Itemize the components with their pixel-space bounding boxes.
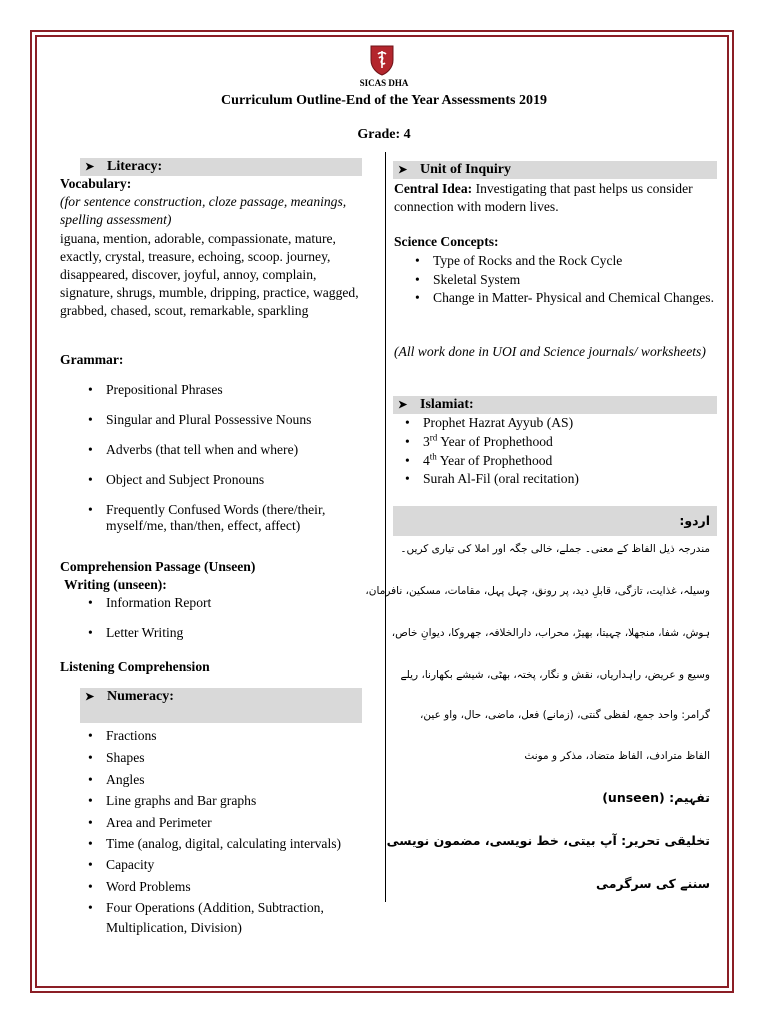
literacy-heading: ➤ Literacy: [80, 158, 362, 176]
central-idea-label: Central Idea: [394, 181, 473, 196]
school-name: SICAS DHA [359, 78, 409, 88]
list-item: • Skeletal System [407, 271, 717, 290]
listening-heading: Listening Comprehension [60, 659, 210, 674]
vocabulary-note: (for sentence construction, cloze passage, meanings, spelling assessment) [60, 194, 347, 228]
vocabulary-section [60, 175, 365, 321]
arrow-icon: ➤ [398, 399, 408, 411]
writing-heading: Writing (unseen): [64, 577, 167, 592]
list-item: • Information Report [80, 595, 365, 611]
urdu-line: مندرجہ ذیل الفاظ کے معنی۔ جملے، خالی جگہ اور املا کی تیاری کریں۔ [400, 543, 710, 555]
list-item: • Object and Subject Pronouns [80, 472, 365, 488]
list-item: • Word Problems [80, 876, 365, 898]
writing-list [80, 595, 365, 641]
urdu-line: تفہیم: (unseen) [602, 790, 710, 805]
list-item: • Angles [80, 769, 365, 791]
grade-label: Grade: 4 [357, 127, 411, 142]
urdu-line: سننے کی سرگرمی [596, 876, 710, 891]
school-logo-icon [369, 44, 395, 76]
urdu-line: الفاظ مترادف، الفاظ متضاد، مذکر و مونث [524, 750, 710, 762]
arrow-icon: ➤ [85, 161, 95, 173]
list-item: • Line graphs and Bar graphs [80, 790, 365, 812]
list-item: • Fractions [80, 725, 365, 747]
islamiat-list [397, 414, 717, 489]
list-item: • Area and Perimeter [80, 812, 365, 834]
list-item: • 4th Year of Prophethood [397, 452, 717, 471]
uoi-heading: ➤ Unit of Inquiry [393, 161, 717, 179]
urdu-line: وسیلہ، غذایت، تازگی، قابلِ دید، پر رونق، چہل پہل، مقامات، مسکین، نافرمان، [365, 585, 710, 597]
list-item: • Change in Matter- Physical and Chemical Changes. [407, 289, 717, 308]
list-item: • 3rd Year of Prophethood [397, 433, 717, 452]
urdu-line: تخلیقی تحریر: آپ بیتی، خط نویسی، مضمون نویسی [386, 833, 710, 848]
central-idea-text: Investigating that past helps us consider connection with modern lives. [394, 181, 693, 215]
list-item: • Type of Rocks and the Rock Cycle [407, 252, 717, 271]
list-item: • Capacity [80, 854, 365, 876]
list-item: • Letter Writing [80, 625, 365, 641]
comprehension-heading: Comprehension Passage (Unseen) [60, 559, 256, 574]
grammar-heading: Grammar: [60, 352, 124, 367]
list-item: • Adverbs (that tell when and where) [80, 442, 365, 458]
list-item: • Singular and Plural Possessive Nouns [80, 412, 365, 428]
islamiat-heading: ➤ Islamiat: [393, 396, 717, 414]
list-item: • Prophet Hazrat Ayyub (AS) [397, 414, 717, 433]
list-item: • Frequently Confused Words (there/their, myself/me, than/then, effect, affect) [80, 502, 365, 534]
vocabulary-words: iguana, mention, adorable, compassionate, mature, exactly, crystal, treasure, echoing, scoop. journey, disappeared, discover, joyful, annoy, complain, signature, shrugs, mumble, dripping, practice, wagged, grabbed, chased, scout, remarkable, sparkling [60, 230, 359, 319]
column-divider [385, 152, 386, 902]
uoi-note: (All work done in UOI and Science journals/ worksheets) [394, 344, 706, 359]
science-heading: Science Concepts: [394, 234, 499, 249]
list-item: • Surah Al-Fil (oral recitation) [397, 470, 717, 489]
arrow-icon: ➤ [85, 691, 95, 703]
grammar-list [80, 382, 365, 534]
list-item: • Shapes [80, 747, 365, 769]
arrow-icon: ➤ [398, 164, 408, 176]
science-list [407, 252, 717, 308]
urdu-line: وسیع و عریض، راہداریاں، نقش و نگار، پختہ، بھٹی، شیشے بکھارنا، ریلے [400, 669, 710, 681]
vocabulary-heading: Vocabulary: [60, 176, 132, 191]
urdu-line: گرامر: واحد جمع، لفظی گنتی، (زمانے) فعل، ماضی، حال، واو عین، [420, 709, 710, 721]
document-title: Curriculum Outline-End of the Year Assessments 2019 [221, 93, 547, 108]
urdu-line: ہوش، شفا، منجھلا، چہیتا، بھیڑ، محراب، دارالخلافہ، جھروکا، دیوانِ خاص، [391, 627, 710, 639]
list-item: • Four Operations (Addition, Subtraction, Multiplication, Division) [80, 898, 365, 938]
list-item: • Time (analog, digital, calculating intervals) [80, 834, 365, 854]
numeracy-list [80, 725, 365, 938]
urdu-heading-bar [393, 506, 717, 536]
urdu-heading: اردو: [679, 513, 710, 528]
central-idea [394, 180, 716, 216]
numeracy-heading: ➤ Numeracy: [80, 688, 362, 723]
list-item: • Prepositional Phrases [80, 382, 365, 398]
